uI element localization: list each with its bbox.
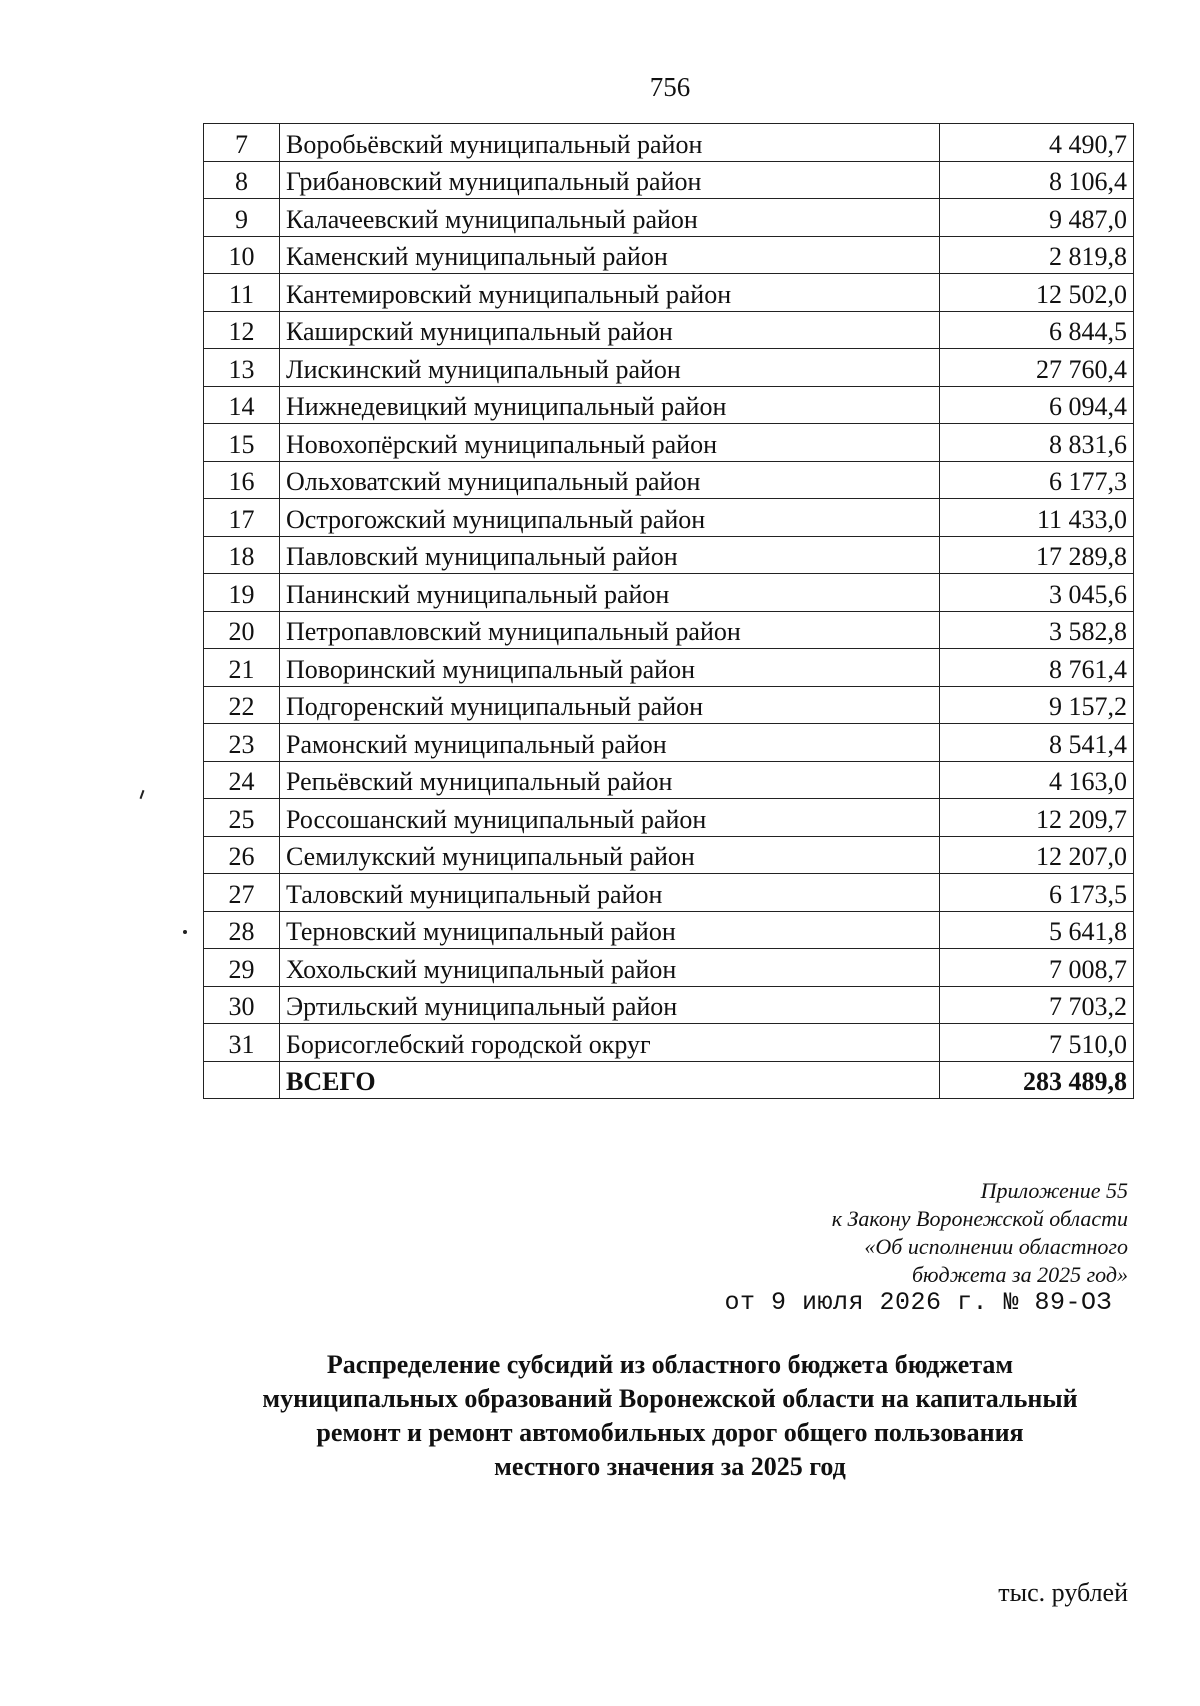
row-number: 18	[204, 536, 280, 574]
row-number: 17	[204, 499, 280, 537]
row-number: 19	[204, 574, 280, 612]
subsidy-value: 8 831,6	[940, 424, 1134, 462]
subsidy-value: 17 289,8	[940, 536, 1134, 574]
municipality-name: Новохопёрский муниципальный район	[280, 424, 940, 462]
subsidy-value: 6 844,5	[940, 311, 1134, 349]
document-title-line-2: муниципальных образований Воронежской области на капитальный	[262, 1384, 1078, 1413]
table-row	[204, 611, 1134, 649]
subsidy-value: 12 502,0	[940, 274, 1134, 312]
municipality-name: Каширский муниципальный район	[280, 311, 940, 349]
subsidy-value: 9 157,2	[940, 686, 1134, 724]
municipality-name: Репьёвский муниципальный район	[280, 761, 940, 799]
appendix-line-2: к Закону Воронежской области	[831, 1206, 1128, 1231]
table-row	[204, 236, 1134, 274]
subsidy-value: 5 641,8	[940, 911, 1134, 949]
municipality-name: Хохольский муниципальный район	[280, 949, 940, 987]
table-row	[204, 424, 1134, 462]
municipality-name: Кантемировский муниципальный район	[280, 274, 940, 312]
municipality-name: Петропавловский муниципальный район	[280, 611, 940, 649]
subsidy-value: 6 094,4	[940, 386, 1134, 424]
municipality-name: Острогожский муниципальный район	[280, 499, 940, 537]
row-number: 26	[204, 836, 280, 874]
table-row	[204, 386, 1134, 424]
subsidy-value: 11 433,0	[940, 499, 1134, 537]
document-title	[200, 1348, 1140, 1484]
row-number: 28	[204, 911, 280, 949]
municipality-name: Павловский муниципальный район	[280, 536, 940, 574]
subsidy-value: 8 541,4	[940, 724, 1134, 762]
table-row	[204, 874, 1134, 912]
municipality-name: ВСЕГО	[280, 1061, 940, 1099]
municipality-name: Воробьёвский муниципальный район	[280, 124, 940, 162]
row-number: 10	[204, 236, 280, 274]
municipality-name: Рамонский муниципальный район	[280, 724, 940, 762]
table-row	[204, 986, 1134, 1024]
document-title-line-1: Распределение субсидий из областного бюджета бюджетам	[326, 1350, 1014, 1379]
law-date-stamp: от 9 июля 2026 г. № 89-ОЗ	[724, 1288, 1112, 1317]
municipality-name: Панинский муниципальный район	[280, 574, 940, 612]
row-number: 22	[204, 686, 280, 724]
appendix-line-4: бюджета за 2025 год»	[911, 1262, 1128, 1287]
municipality-name: Таловский муниципальный район	[280, 874, 940, 912]
table-row	[204, 761, 1134, 799]
municipality-name: Эртильский муниципальный район	[280, 986, 940, 1024]
row-number: 24	[204, 761, 280, 799]
row-number: 20	[204, 611, 280, 649]
municipality-name: Борисоглебский городской округ	[280, 1024, 940, 1062]
subsidy-value: 6 177,3	[940, 461, 1134, 499]
subsidy-value: 283 489,8	[940, 1061, 1134, 1099]
row-number: 14	[204, 386, 280, 424]
row-number: 21	[204, 649, 280, 687]
table-row	[204, 649, 1134, 687]
municipality-name: Грибановский муниципальный район	[280, 161, 940, 199]
subsidy-value: 9 487,0	[940, 199, 1134, 237]
row-number: 9	[204, 199, 280, 237]
table-row	[204, 949, 1134, 987]
municipality-name: Семилукский муниципальный район	[280, 836, 940, 874]
row-number: 16	[204, 461, 280, 499]
subsidy-value: 3 045,6	[940, 574, 1134, 612]
appendix-line-3: «Об исполнении областного	[864, 1234, 1128, 1259]
table-row	[204, 274, 1134, 312]
row-number: 11	[204, 274, 280, 312]
row-number: 15	[204, 424, 280, 462]
document-title-line-4: местного значения за 2025 год	[494, 1452, 846, 1481]
table-row	[204, 349, 1134, 387]
subsidy-value: 8 106,4	[940, 161, 1134, 199]
row-number: 27	[204, 874, 280, 912]
scan-mark	[140, 790, 145, 799]
table-row	[204, 1024, 1134, 1062]
document-title-line-3: ремонт и ремонт автомобильных дорог общего пользования	[316, 1418, 1024, 1447]
table-total-row	[204, 1061, 1134, 1099]
table-row	[204, 724, 1134, 762]
row-number: 7	[204, 124, 280, 162]
table-row	[204, 686, 1134, 724]
subsidy-value: 12 209,7	[940, 799, 1134, 837]
municipality-name: Подгоренский муниципальный район	[280, 686, 940, 724]
subsidy-value: 4 163,0	[940, 761, 1134, 799]
row-number: 25	[204, 799, 280, 837]
subsidy-value: 7 703,2	[940, 986, 1134, 1024]
subsidy-value: 6 173,5	[940, 874, 1134, 912]
row-number: 13	[204, 349, 280, 387]
row-number: 31	[204, 1024, 280, 1062]
municipality-name: Ольховатский муниципальный район	[280, 461, 940, 499]
row-number	[204, 1061, 280, 1099]
table-row	[204, 499, 1134, 537]
subsidy-table-body	[204, 124, 1134, 1099]
municipality-name: Лискинский муниципальный район	[280, 349, 940, 387]
subsidy-value: 27 760,4	[940, 349, 1134, 387]
subsidy-value: 8 761,4	[940, 649, 1134, 687]
row-number: 29	[204, 949, 280, 987]
subsidy-value: 7 008,7	[940, 949, 1134, 987]
subsidy-value: 7 510,0	[940, 1024, 1134, 1062]
table-row	[204, 836, 1134, 874]
appendix-line-1: Приложение 55	[980, 1178, 1128, 1203]
table-row	[204, 536, 1134, 574]
row-number: 23	[204, 724, 280, 762]
units-label: тыс. рублей	[998, 1578, 1128, 1607]
municipality-name: Поворинский муниципальный район	[280, 649, 940, 687]
table-row	[204, 799, 1134, 837]
row-number: 8	[204, 161, 280, 199]
row-number: 12	[204, 311, 280, 349]
table-row	[204, 199, 1134, 237]
subsidy-value: 3 582,8	[940, 611, 1134, 649]
municipality-name: Нижнедевицкий муниципальный район	[280, 386, 940, 424]
appendix-reference	[832, 1177, 1128, 1289]
subsidy-table	[203, 123, 1134, 1099]
row-number: 30	[204, 986, 280, 1024]
municipality-name: Каменский муниципальный район	[280, 236, 940, 274]
table-row	[204, 311, 1134, 349]
page-number: 756	[649, 72, 691, 102]
table-row	[204, 461, 1134, 499]
subsidy-value: 4 490,7	[940, 124, 1134, 162]
municipality-name: Россошанский муниципальный район	[280, 799, 940, 837]
table-row	[204, 911, 1134, 949]
table-row	[204, 124, 1134, 162]
table-row	[204, 574, 1134, 612]
municipality-name: Калачеевский муниципальный район	[280, 199, 940, 237]
table-row	[204, 161, 1134, 199]
subsidy-value: 2 819,8	[940, 236, 1134, 274]
subsidy-value: 12 207,0	[940, 836, 1134, 874]
municipality-name: Терновский муниципальный район	[280, 911, 940, 949]
scan-dot	[183, 930, 187, 934]
